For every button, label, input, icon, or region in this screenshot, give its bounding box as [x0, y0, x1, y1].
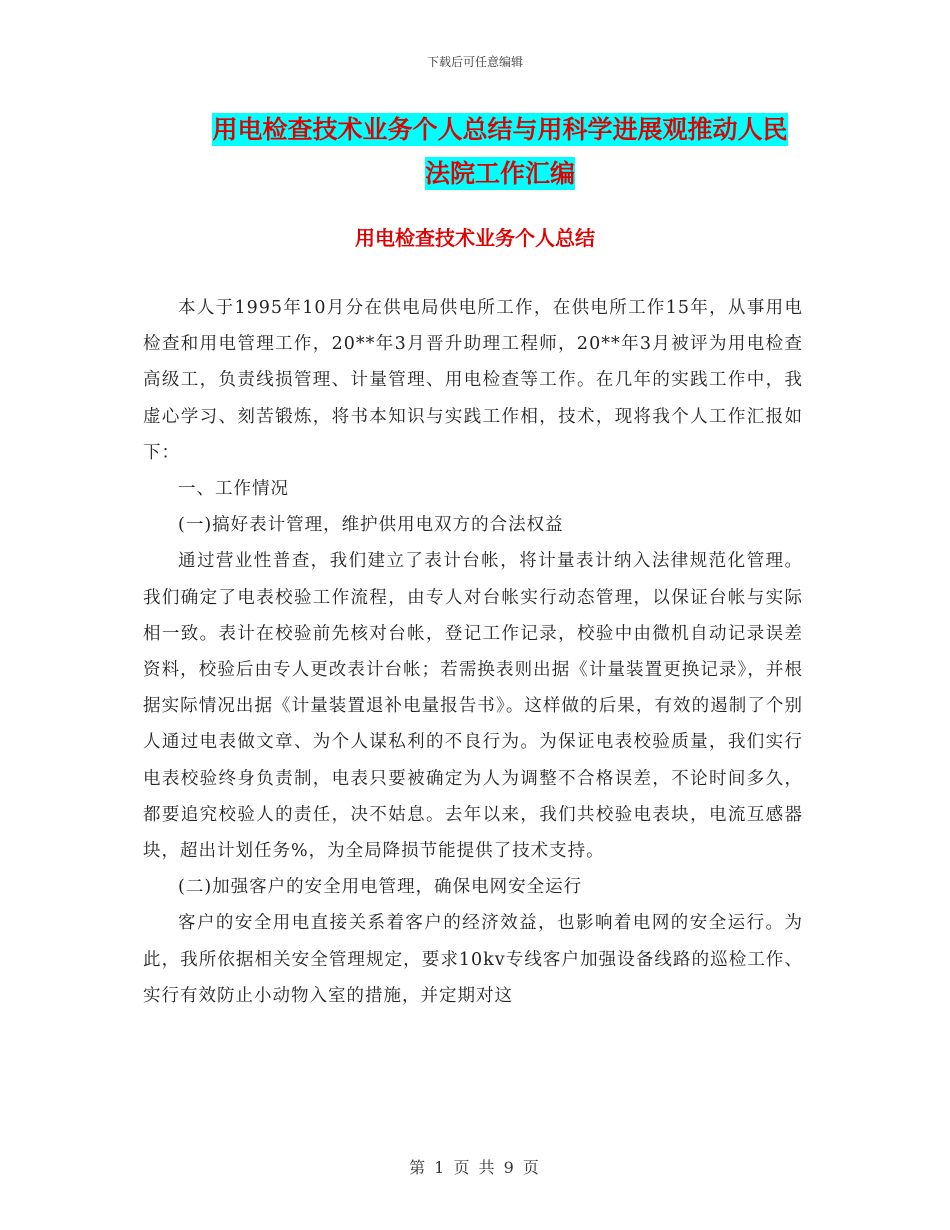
- page-footer: 第 1 页 共 9 页: [409, 1158, 541, 1177]
- paragraph-heading-1: 一、工作情况: [178, 479, 289, 500]
- paragraph-subheading-2: (二)加强客户的安全用电管理，确保电网安全运行: [178, 877, 583, 898]
- paragraph-safety: 客户的安全用电直接关系着客户的经济效益，也影响着电网的安全运行。为此，我所依据相关安全管理规定，要求10kv专线客户加强设备线路的巡检工作、实行有效防止小动物入室的措施，并定期对这: [143, 913, 803, 1006]
- title-line-1: 用电检查技术业务个人总结与用科学进展观推动人民: [212, 115, 788, 144]
- paragraph-intro: 本人于1995年10月分在供电局供电所工作，在供电所工作15年，从事用电检查和用电管理工作，20**年3月晋升助理工程师，20**年3月被评为用电检查高级工，负责线损管理、计量管理、用电检查等工作。在几年的实践工作中，我虚心学习、刻苦锻炼，将书本知识与实践工作相，技术，现将我个人工作汇报如下：: [143, 298, 803, 463]
- section-subtitle: 用电检查技术业务个人总结: [355, 226, 595, 250]
- header-note: 下载后可任意编辑: [426, 55, 523, 69]
- title-line-2: 法院工作汇编: [424, 159, 575, 188]
- paragraph-meter-management: 通过营业性普查，我们建立了表计台帐，将计量表计纳入法律规范化管理。我们确定了电表校验工作流程，由专人对台帐实行动态管理，以保证台帐与实际相一致。表计在校验前先核对台帐，登记工作记录，校验中由微机自动记录误差资料，校验后由专人更改表计台帐；若需换表则出据《计量装置更换记录》，并根据实际情况出据《计量装置退补电量报告书》。这样做的后果，有效的遏制了个别人通过电表做文章、为个人谋私利的不良行为。为保证电表校验质量，我们实行电表校验终身负责制，电表只要被确定为人为调整不合格误差，不论时间多久，都要追究校验人的责任，决不姑息。去年以来，我们共校验电表块，电流互感器块，超出计划任务%，为全局降损节能提供了技术支持。: [143, 551, 803, 862]
- document-title: [190, 108, 810, 196]
- document-body: [143, 290, 803, 1014]
- paragraph-subheading-1: (一)搞好表计管理，维护供用电双方的合法权益: [178, 515, 564, 536]
